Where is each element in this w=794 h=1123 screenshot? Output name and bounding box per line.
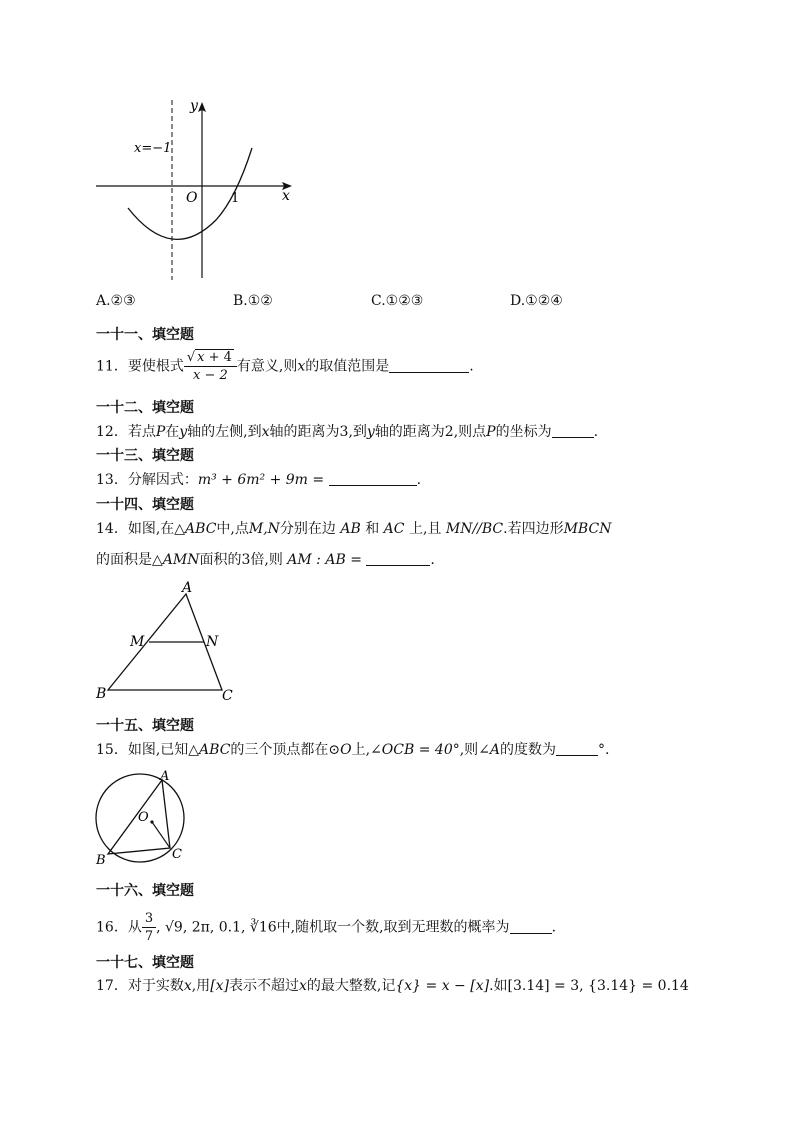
option-d: D.①②④ <box>510 293 563 309</box>
label-c: C <box>222 688 233 702</box>
label-m: M <box>130 634 145 650</box>
label-o: O <box>138 810 149 825</box>
question-14-line1: 14．如图,在△ABC中,点M,N分别在边 AB 和 AC 上,且 MN//BC.若四边形MBCN <box>96 521 612 537</box>
x-axis-label: x <box>282 188 290 204</box>
origin-label: O <box>186 190 198 206</box>
question-11: 11．要使根式 $\frac{√ x + 4}{x - 2}$ 有意义,则x的取值范围是 . <box>96 350 474 383</box>
question-17: 17．对于实数x,用[x]表示不超过x的最大整数,记{x} = x − [x].如[3.14] = 3, {3.14} = 0.14 <box>96 978 689 994</box>
fraction-3-7: $\frac{3}{7}$ <box>142 910 156 945</box>
label-b2: B <box>96 853 106 866</box>
label-b: B <box>96 686 107 702</box>
answer-blank-13[interactable] <box>329 471 417 486</box>
section-heading-14: 一十四、填空题 <box>96 497 194 513</box>
label-a: A <box>182 580 193 596</box>
center-dot <box>150 820 153 823</box>
section-heading-12: 一十二、填空题 <box>96 400 194 416</box>
label-c2: C <box>172 847 182 862</box>
answer-blank-16[interactable] <box>510 919 552 934</box>
radical-fraction: $\frac{√ x + 4}{x - 2}$ <box>184 349 237 384</box>
section-heading-13: 一十三、填空题 <box>96 448 194 464</box>
answer-blank-14[interactable] <box>366 551 430 566</box>
answer-blank-12[interactable] <box>552 423 594 438</box>
circle-figure <box>92 768 198 866</box>
question-15: 15．如图,已知△ABC的三个顶点都在⊙O上,∠OCB = 40°,则∠A的度数为 °. <box>96 742 610 758</box>
option-b: B.①② <box>233 293 273 309</box>
section-heading-16: 一十六、填空题 <box>96 883 194 899</box>
parabola-graph <box>90 96 300 284</box>
section-heading-15: 一十五、填空题 <box>96 718 194 734</box>
section-heading-11: 一十一、填空题 <box>96 327 194 343</box>
option-a: A.②③ <box>96 293 136 309</box>
question-13: 13．分解因式：m³ + 6m² + 9m = . <box>96 472 422 488</box>
question-12: 12．若点P在y轴的左侧,到x轴的距离为3,到y轴的距离为2,则点P的坐标为 . <box>96 424 599 440</box>
label-a2: A <box>160 769 170 784</box>
question-14-line2: 的面积是△AMN面积的3倍,则 AM : AB = . <box>96 552 435 568</box>
asymptote-label: x=−1 <box>134 141 172 156</box>
y-axis-label: y <box>190 98 198 114</box>
one-label: 1 <box>231 191 240 206</box>
triangle-figure <box>94 578 244 702</box>
answer-blank-11[interactable] <box>389 358 469 373</box>
question-16: 16．从 $\frac{3}{7}$ , √9, 2π, 0.1, ∛16中,随机取一个数,取到无理数的概率为 . <box>96 911 557 944</box>
label-n: N <box>206 634 219 650</box>
answer-blank-15[interactable] <box>556 741 598 756</box>
section-heading-17: 一十七、填空题 <box>96 955 194 971</box>
option-c: C.①②③ <box>371 293 424 309</box>
